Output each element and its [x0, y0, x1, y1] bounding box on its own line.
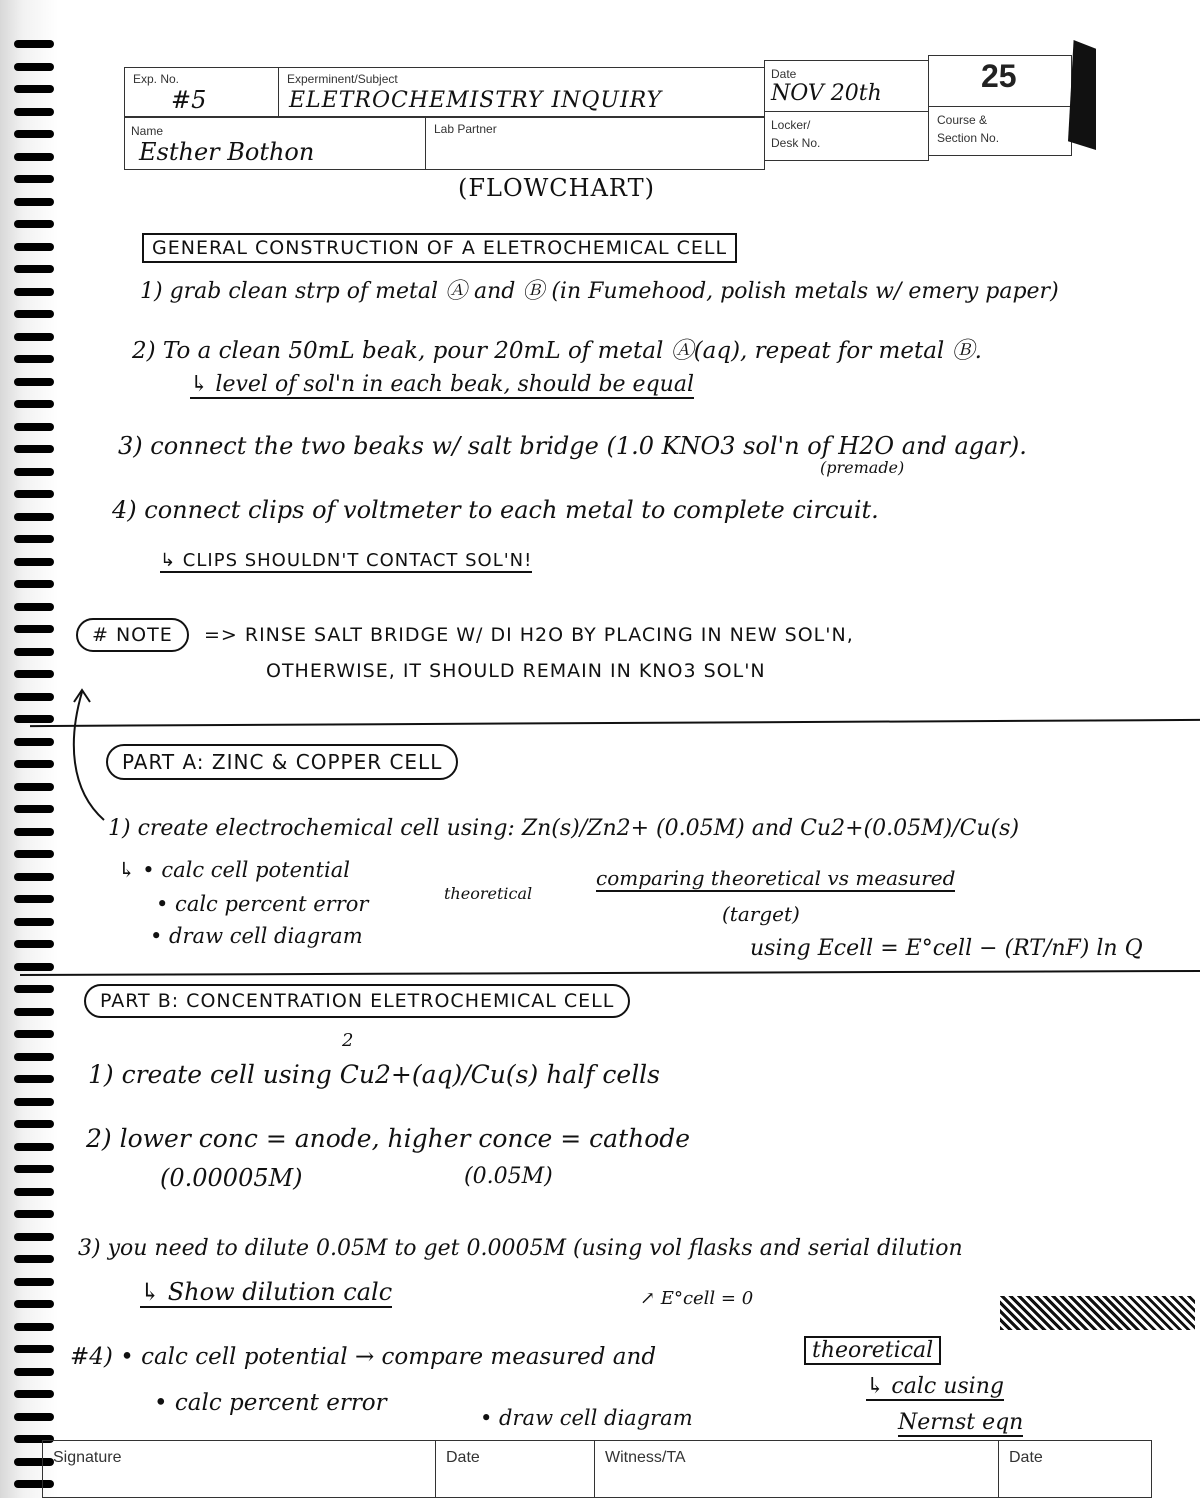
- part-b-step-4-calc: ↳ calc using: [866, 1374, 1004, 1399]
- binding-hole: [14, 760, 54, 768]
- witness-label: Witness/TA: [605, 1449, 686, 1466]
- general-step-1: 1) grab clean strp of metal Ⓐ and Ⓑ (in Fumehood, polish metals w/ emery paper): [140, 279, 1059, 304]
- part-b-step-4-b: • calc percent error: [154, 1390, 387, 1416]
- note-line-1: => RINSE SALT BRIDGE W/ DI H2O BY PLACING IN NEW SOL'N,: [204, 624, 854, 646]
- name-cell: [124, 117, 426, 170]
- binding-hole: [14, 1165, 54, 1173]
- exp-label: Exp. No.: [133, 72, 180, 86]
- binding-hole: [14, 108, 54, 116]
- binding-hole: [14, 558, 54, 566]
- binding-hole: [14, 1075, 54, 1083]
- section-divider: [30, 719, 1200, 727]
- binding-hole: [14, 1255, 54, 1263]
- part-b-step-4-nernst: Nernst eqn: [898, 1410, 1024, 1435]
- binding-hole: [14, 220, 54, 228]
- binding-hole: [14, 603, 54, 611]
- binding-hole: [14, 805, 54, 813]
- part-a-target: (target): [722, 902, 800, 926]
- binding-hole: [14, 153, 54, 161]
- binding-hole: [14, 963, 54, 971]
- signature-cell: [42, 1440, 436, 1498]
- date2-cell: [998, 1440, 1152, 1498]
- binding-hole: [14, 40, 54, 48]
- binding-hole: [14, 310, 54, 318]
- course-label: Course & Section No.: [937, 113, 1000, 145]
- binding-hole: [14, 1390, 54, 1398]
- binding-hole: [14, 670, 54, 678]
- signature-footer: [42, 1440, 1152, 1498]
- header-table: [124, 55, 1072, 170]
- binding-hole: [14, 738, 54, 746]
- part-b-step-2-right: (0.05M): [464, 1164, 553, 1189]
- binding-hole: [14, 1098, 54, 1106]
- binding-hole: [14, 490, 54, 498]
- name-value: Esther Bothon: [139, 138, 315, 166]
- part-b-step-4-c: • draw cell diagram: [480, 1406, 693, 1430]
- binding-hole: [14, 580, 54, 588]
- binding-hole: [14, 535, 54, 543]
- binding-hole: [14, 400, 54, 408]
- witness-cell: [594, 1440, 999, 1498]
- part-b-step-4-a: #4) • calc cell potential → compare measured and: [70, 1344, 657, 1370]
- part-b-step-2-left: (0.00005M): [160, 1164, 303, 1192]
- binding-hole: [14, 648, 54, 656]
- binding-hole: [14, 63, 54, 71]
- binding-hole: [14, 85, 54, 93]
- binding-hole: [14, 468, 54, 476]
- subject-value: ELETROCHEMISTRY INQUIRY: [289, 88, 663, 113]
- part-b-step-1: 1) create cell using Cu2+(aq)/Cu(s) half cells: [88, 1060, 661, 1089]
- course-cell: [928, 106, 1072, 156]
- date-value: NOV 20th: [771, 81, 882, 106]
- binding-hole: [14, 828, 54, 836]
- page-corner-tab: [1068, 40, 1096, 150]
- date-label: Date: [771, 67, 797, 81]
- binding-hole: [14, 625, 54, 633]
- part-b-step-2: 2) lower conc = anode, higher conce = cathode: [86, 1124, 691, 1153]
- binding-hole: [14, 985, 54, 993]
- binding-hole: [14, 873, 54, 881]
- section-divider-2: [20, 970, 1200, 976]
- name-label: Name: [131, 124, 164, 138]
- binding-hole: [14, 1413, 54, 1421]
- binding-hole: [14, 1278, 54, 1286]
- part-a-theoretical: theoretical: [444, 884, 533, 903]
- general-step-2-sub: ↳ level of sol'n in each beak, should be equal: [190, 372, 694, 397]
- binding-hole: [14, 1368, 54, 1376]
- part-a-bullet-3: • draw cell diagram: [150, 924, 363, 948]
- general-step-3: 3) connect the two beaks w/ salt bridge (1.0 KNO3 sol'n of H2O and agar).: [118, 432, 1027, 460]
- part-a-bullet-2: • calc percent error: [156, 892, 369, 916]
- general-section-title: GENERAL CONSTRUCTION OF A ELETROCHEMICAL CELL: [142, 233, 737, 263]
- binding-hole: [14, 1120, 54, 1128]
- binding-hole: [14, 1143, 54, 1151]
- page-number: 25: [981, 58, 1017, 94]
- binding-hole: [14, 918, 54, 926]
- note-label: # NOTE: [76, 618, 189, 652]
- part-b-ecell-note: ↗ E°cell = 0: [640, 1288, 754, 1309]
- binding-hole: [14, 265, 54, 273]
- binding-hole: [14, 1323, 54, 1331]
- binding-hole: [14, 130, 54, 138]
- general-step-4-sub: ↳ CLIPS SHOULDN'T CONTACT SOL'N!: [160, 550, 533, 571]
- date-cell-footer: [435, 1440, 595, 1498]
- binding-hole: [14, 175, 54, 183]
- part-b-title: PART B: CONCENTRATION ELETROCHEMICAL CELL: [84, 984, 630, 1018]
- part-b-step-4-theoretical: theoretical: [804, 1336, 941, 1365]
- binding-hole: [14, 1300, 54, 1308]
- binding-hole: [14, 1233, 54, 1241]
- partner-label: Lab Partner: [434, 122, 497, 136]
- binding-hole: [14, 198, 54, 206]
- binding-hole: [14, 895, 54, 903]
- binding-hole: [14, 1188, 54, 1196]
- binding-hole: [14, 940, 54, 948]
- binding-hole: [14, 288, 54, 296]
- binding-hole: [14, 1030, 54, 1038]
- part-a-equation: using Ecell = E°cell − (RT/nF) ln Q: [750, 936, 1143, 961]
- exp-value: #5: [171, 86, 207, 114]
- date-cell: [764, 60, 929, 112]
- part-b-step-3-sub: ↳ Show dilution calc: [140, 1278, 393, 1306]
- binding-hole: [14, 513, 54, 521]
- signature-label: Signature: [53, 1449, 122, 1466]
- binding-hole: [14, 783, 54, 791]
- locker-cell: [764, 111, 929, 161]
- part-a-bullet-1: ↳ • calc cell potential: [118, 858, 350, 882]
- binding-hole: [14, 333, 54, 341]
- binding-hole: [14, 693, 54, 701]
- footer-date2-label: Date: [1009, 1449, 1043, 1466]
- footer-date-label: Date: [446, 1449, 480, 1466]
- binding-hole: [14, 423, 54, 431]
- part-a-comparing: comparing theoretical vs measured: [596, 866, 956, 890]
- part-b-step-3: 3) you need to dilute 0.05M to get 0.0005M (using vol flasks and serial dilution: [78, 1236, 963, 1261]
- binding-hole: [14, 1053, 54, 1061]
- binding-hole: [14, 1008, 54, 1016]
- general-step-2: 2) To a clean 50mL beak, pour 20mL of metal Ⓐ(aq), repeat for metal Ⓑ.: [132, 338, 982, 364]
- subject-label: Experminent/Subject: [287, 72, 398, 86]
- general-step-3-note: (premade): [820, 458, 905, 477]
- part-a-title: PART A: ZINC & COPPER CELL: [106, 744, 458, 780]
- subject-cell: [278, 67, 765, 117]
- part-a-step-1: 1) create electrochemical cell using: Zn(s)/Zn2+ (0.05M) and Cu2+(0.05M)/Cu(s): [108, 816, 1020, 841]
- binding-hole: [14, 1210, 54, 1218]
- binding-hole: [14, 715, 54, 723]
- general-step-4: 4) connect clips of voltmeter to each metal to complete circuit.: [112, 496, 879, 524]
- partner-cell: [425, 117, 765, 170]
- note-line-2: OTHERWISE, IT SHOULD REMAIN IN KNO3 SOL'N: [266, 660, 766, 682]
- flowchart-title: (FLOWCHART): [458, 174, 655, 202]
- exp-cell: [124, 67, 279, 117]
- binding-hole: [14, 1345, 54, 1353]
- locker-label: Locker/ Desk No.: [771, 118, 821, 150]
- binding-hole: [14, 378, 54, 386]
- page-number-cell: [928, 55, 1072, 107]
- binding-hole: [14, 850, 54, 858]
- binding-hole: [14, 445, 54, 453]
- binding-hole: [14, 355, 54, 363]
- part-b-step-1-superscript: 2: [342, 1030, 354, 1051]
- scribble-mark: [1000, 1296, 1195, 1330]
- binding-hole: [14, 243, 54, 251]
